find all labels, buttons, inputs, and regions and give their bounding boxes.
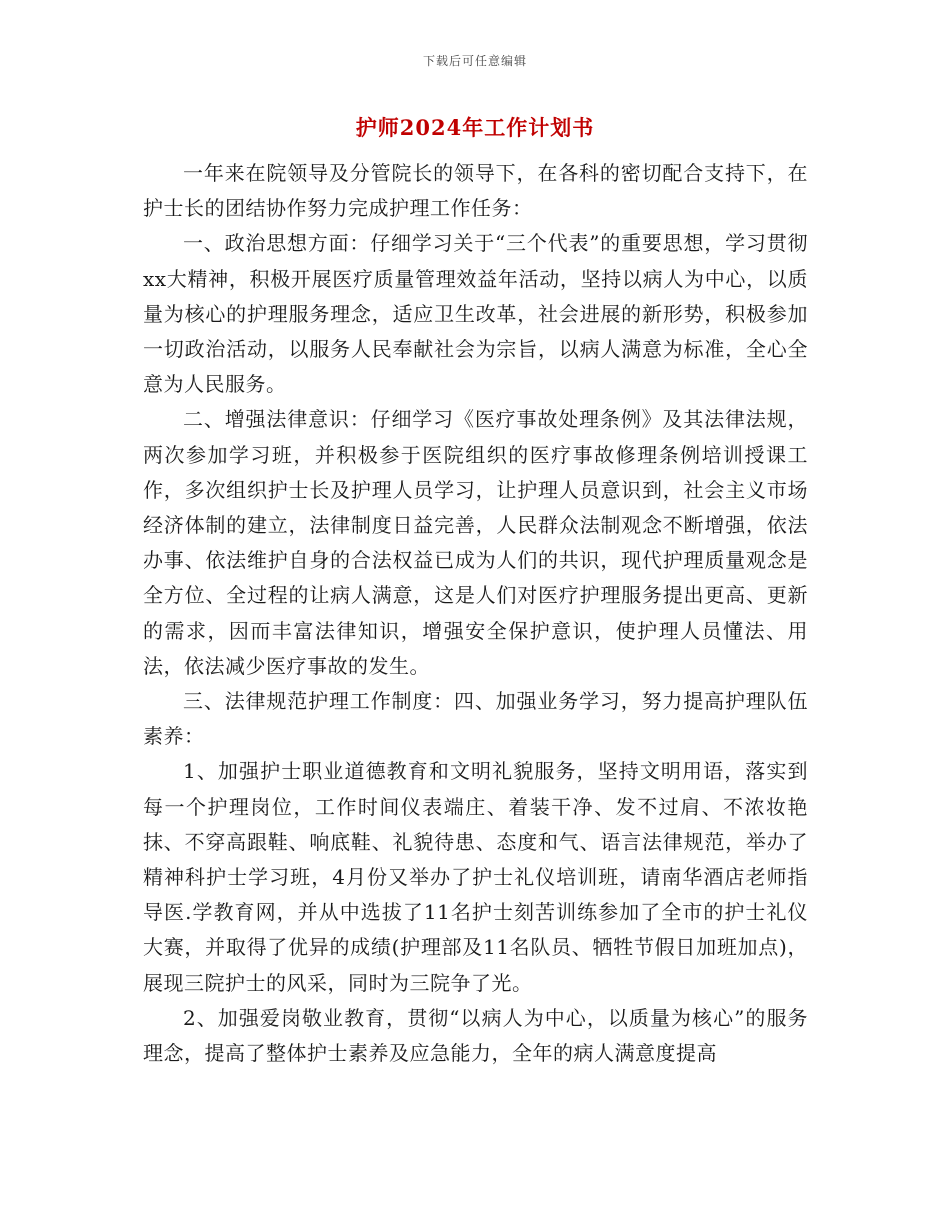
paragraph-intro: 一年来在院领导及分管院长的领导下，在各科的密切配合支持下，在护士长的团结协作努力完成护理工作任务： <box>143 161 808 221</box>
document-body <box>143 156 808 1071</box>
paragraph-item-2: 2、加强爱岗敬业教育，贯彻“以病人为中心，以质量为核心”的服务理念，提高了整体护士素养及应急能力，全年的病人满意度提高 <box>143 1005 808 1066</box>
header-note: 下载后可任意编辑 <box>422 54 527 68</box>
paragraph-work-system: 三、法律规范护理工作制度：四、加强业务学习，努力提高护理队伍素养： <box>143 689 808 749</box>
paragraph-item-1: 1、加强护士职业道德教育和文明礼貌服务，坚持文明用语，落实到每一个护理岗位，工作时间仪表端庄、着装干净、发不过肩、不浓妆艳抹、不穿高跟鞋、响底鞋、礼貌待患、态度和气、语言法律规范，举办了精神科护士学习班，4月份又举办了护士礼仪培训班，请南华酒店老师指导医.学教育网，并从中选拔了11名护士刻苦训练参加了全市的护士礼仪大赛，并取得了优异的成绩(护理部及11名队员、牺牲节假日加班加点)，展现三院护士的风采，同时为三院争了光。 <box>143 759 808 995</box>
document-title: 护师2024年工作计划书 <box>355 115 595 140</box>
paragraph-political-thought: 一、政治思想方面：仔细学习关于“三个代表”的重要思想，学习贯彻xx大精神，积极开展医疗质量管理效益年活动，坚持以病人为中心，以质量为核心的护理服务理念，适应卫生改革，社会进展的新形势，积极参加一切政治活动，以服务人民奉献社会为宗旨，以病人满意为标准，全心全意为人民服务。 <box>143 231 808 397</box>
paragraph-legal-awareness: 二、增强法律意识：仔细学习《医疗事故处理条例》及其法律法规，两次参加学习班，并积极参于医院组织的医疗事故修理条例培训授课工作，多次组织护士长及护理人员学习，让护理人员意识到，社会主义市场经济体制的建立，法律制度日益完善，人民群众法制观念不断增强，依法办事、依法维护自身的合法权益已成为人们的共识，现代护理质量观念是全方位、全过程的让病人满意，这是人们对医疗护理服务提出更高、更新的需求，因而丰富法律知识，增强安全保护意识，使护理人员懂法、用法，依法减少医疗事故的发生。 <box>143 407 808 678</box>
